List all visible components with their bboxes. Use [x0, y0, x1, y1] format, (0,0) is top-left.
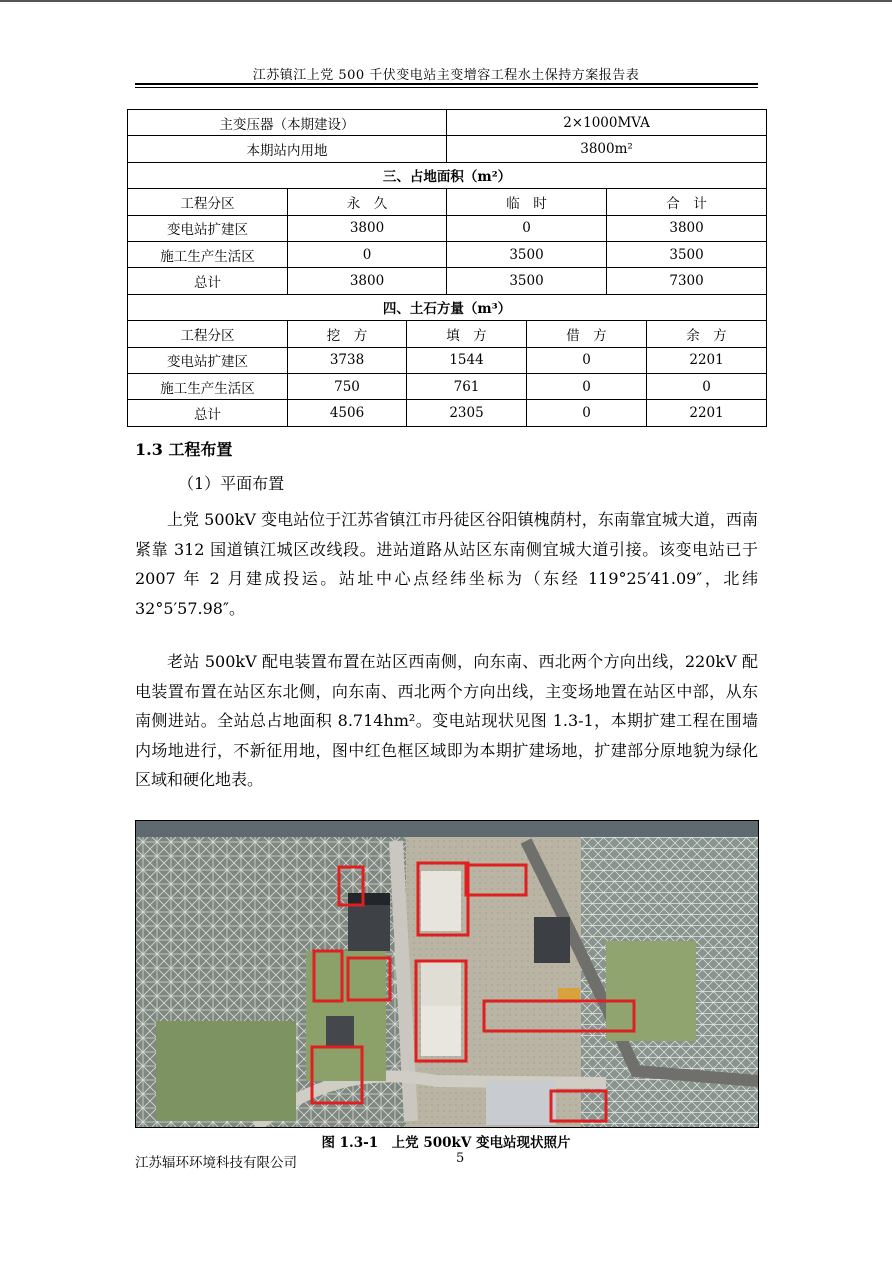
body-paragraph: 老站 500kV 配电装置布置在站区西南侧，向东南、西北两个方向出线，220kV 配电装置布置在站区东北侧，向东南、西北两个方向出线，主变场地置在站区中部，从东南侧进站。全站总占地面积 8.714hm²。变电站现状见图 1.3-1，本期扩建工程在围墙内场地进行，不新征用地，图中红色框区域即为本期扩建场地，扩建部分原地貌为绿化区域和硬化地表。	[135, 652, 758, 789]
column-header: 工程分区	[128, 321, 288, 347]
table-cell: 0	[527, 373, 647, 399]
table-row	[128, 347, 767, 373]
table-cell: 3800	[607, 215, 767, 241]
table-cell: 4506	[288, 400, 407, 426]
header-rule-thin	[135, 87, 758, 88]
table-cell: 2201	[647, 400, 767, 426]
column-header: 永 久	[288, 189, 447, 215]
table-cell: 3800m²	[447, 136, 767, 162]
table-row	[128, 373, 767, 399]
table-cell: 0	[647, 373, 767, 399]
table-cell: 主变压器（本期建设）	[128, 110, 447, 136]
table-cell: 3500	[447, 268, 607, 294]
project-data-table	[127, 109, 767, 427]
table-cell: 3800	[288, 215, 447, 241]
substation-aerial-photo	[135, 820, 759, 1128]
column-header: 填 方	[407, 321, 527, 347]
column-header: 合 计	[607, 189, 767, 215]
table-section-title: 四、土石方量（m³）	[128, 294, 767, 320]
table-cell: 总计	[128, 400, 288, 426]
table-cell: 750	[288, 373, 407, 399]
section-heading: 1.3 工程布置	[135, 440, 233, 459]
table-cell: 总计	[128, 268, 288, 294]
table-cell: 3500	[607, 241, 767, 267]
table-row	[128, 268, 767, 294]
table-row	[128, 215, 767, 241]
table-cell: 变电站扩建区	[128, 347, 288, 373]
table-header-row	[128, 189, 767, 215]
table-cell: 2305	[407, 400, 527, 426]
table-cell: 变电站扩建区	[128, 215, 288, 241]
table-header-row	[128, 321, 767, 347]
table-cell: 0	[288, 241, 447, 267]
table-cell: 2201	[647, 347, 767, 373]
table-cell: 3800	[288, 268, 447, 294]
table-row	[128, 241, 767, 267]
table-cell: 0	[527, 347, 647, 373]
subsection-heading: （1）平面布置	[178, 474, 285, 493]
table-cell: 3500	[447, 241, 607, 267]
page-top-border	[0, 0, 892, 2]
table-cell: 7300	[607, 268, 767, 294]
footer-company: 江苏辐环环境科技有限公司	[135, 1155, 297, 1171]
table-cell: 施工生产生活区	[128, 241, 288, 267]
table-row	[128, 136, 767, 162]
page-number: 5	[456, 1151, 465, 1166]
table-cell: 2×1000MVA	[447, 110, 767, 136]
table-section-title: 三、占地面积（m²）	[128, 162, 767, 188]
table-cell: 3738	[288, 347, 407, 373]
column-header: 临 时	[447, 189, 607, 215]
column-header: 工程分区	[128, 189, 288, 215]
table-cell: 761	[407, 373, 527, 399]
table-cell: 0	[447, 215, 607, 241]
table-cell: 0	[527, 400, 647, 426]
header-rule	[135, 83, 758, 85]
running-header: 江苏镇江上党 500 千伏变电站主变增容工程水土保持方案报告表	[252, 68, 640, 83]
column-header: 余 方	[647, 321, 767, 347]
table-section-header	[128, 162, 767, 188]
table-row	[128, 110, 767, 136]
column-header: 挖 方	[288, 321, 407, 347]
body-paragraph: 上党 500kV 变电站位于江苏省镇江市丹徒区谷阳镇槐荫村，东南靠宜城大道，西南紧靠 312 国道镇江城区改线段。进站道路从站区东南侧宜城大道引接。该变电站已于 2007 年 2 月建成投运。站址中心点经纬坐标为（东经 119°25′41.09″，北纬 32°5′57.98″。	[135, 510, 758, 618]
table-section-header	[128, 294, 767, 320]
figure-caption: 图 1.3-1 上党 500kV 变电站现状照片	[321, 1135, 571, 1151]
table-cell: 施工生产生活区	[128, 373, 288, 399]
table-cell: 1544	[407, 347, 527, 373]
table-row	[128, 400, 767, 426]
table-cell: 本期站内用地	[128, 136, 447, 162]
column-header: 借 方	[527, 321, 647, 347]
photo-illustration	[136, 821, 758, 1127]
